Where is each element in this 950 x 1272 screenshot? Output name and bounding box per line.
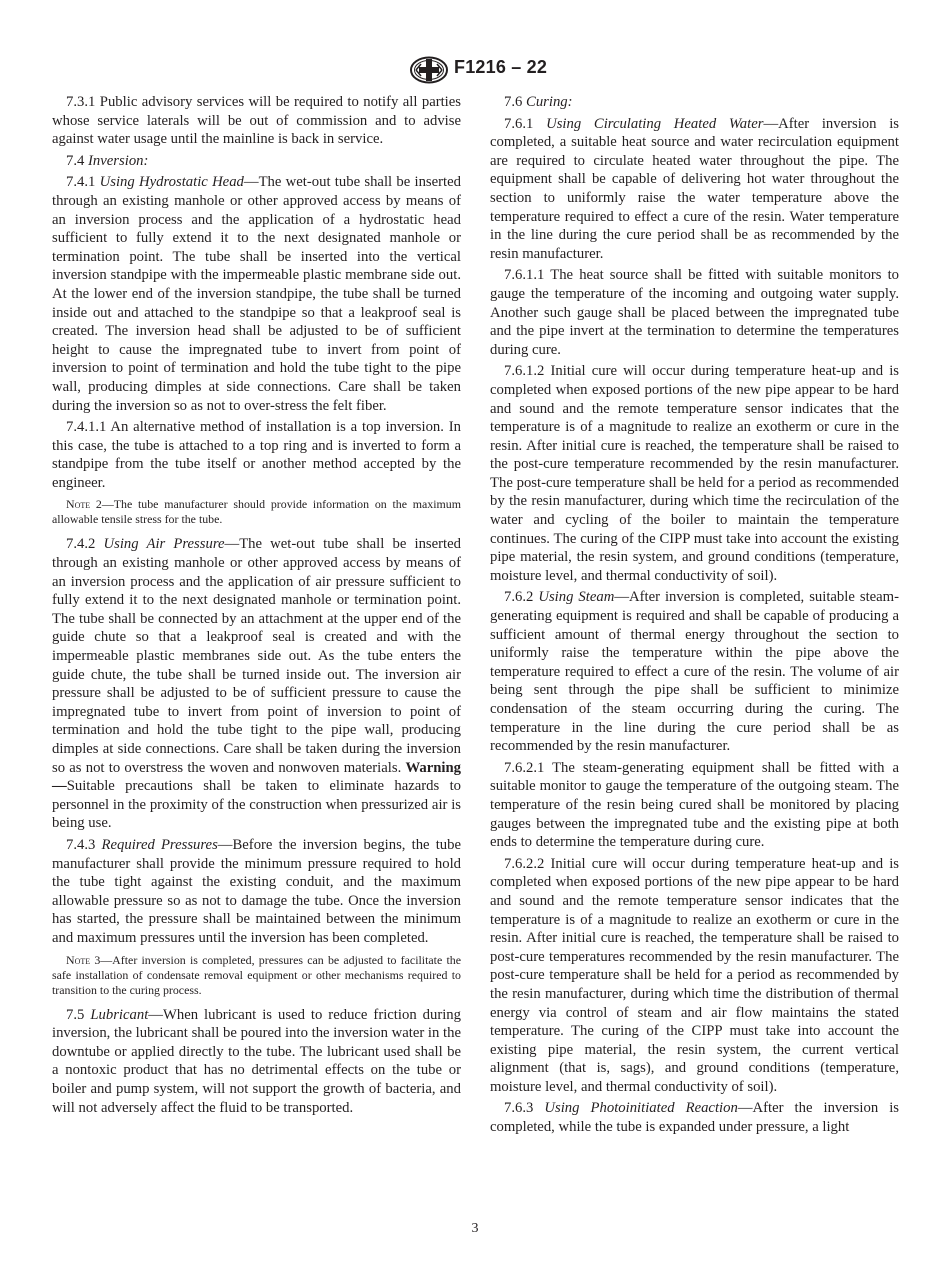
section-text: —Before the inversion begins, the tube manufacturer shall provide the minimum pressure required to hold the tube tight against the existing conduit, and the maximum allowable pressure so as not to damage the tube. Once the inversion has started, the pressure shall be maintained between the minimum and maximum pressures until the inversion has been completed.: [52, 836, 461, 946]
section-number: 7.4: [66, 152, 89, 169]
section-text: —The wet-out tube shall be inserted through an existing manhole or other approved access by means of an inversion process and the application of a hydrostatic head sufficient to fully extend it to the next designated manhole or termination point. The tube shall be inserted into the vertical inversion standpipe with the impermeable plastic membrane side out. At the lower end of the inversion standpipe, the tube shall be turned inside out and attached to the standpipe so that a leakproof seal is created. The inversion head shall be adjusted to be of sufficient height to cause the impregnated tube to invert from point of inversion to point of termination and hold the tube tight to the pipe wall, producing dimples at side connections. Care shall be taken during the inversion so as not to over-stress the felt fiber.: [52, 174, 461, 414]
right-column: [490, 93, 899, 1140]
section-number: 7.6.2: [504, 589, 539, 606]
section-number: 7.6.1: [504, 115, 547, 132]
section-text: —When lubricant is used to reduce friction during inversion, the lubricant shall be poured into the inversion water in the downtube or applied directly to the tube. The lubricant used shall be a nontoxic product that has no detrimental effects on the tube or boiler and pump system, will not support the growth of bacteria, and will not adversely affect the fluid to be transported.: [52, 1006, 461, 1116]
paragraph-7-4-1: [52, 173, 461, 415]
heading-7-6: [490, 93, 899, 112]
section-title: Required Pressures: [101, 836, 218, 853]
paragraph-7-6-1-1: 7.6.1.1 The heat source shall be fitted with suitable monitors to gauge the temperature of the incoming and outgoing water supply. Another such gauge shall be placed between the impregnated tube and the pipe invert at the termination to determine the temperatures during cure.: [490, 267, 899, 358]
section-title: Using Air Pressure: [103, 536, 225, 553]
paragraph-7-6-2-2: 7.6.2.2 Initial cure will occur during temperature heat-up and is completed when exposed portions of the new pipe appear to be hard and sound and the remote temperature sensor indicates that the temperature is of a magnitude to realize an exotherm or cure in the resin. After initial cure is reached, the temperature shall be raised to post-cure temperatures recommended by the resin manufacturer. The post-cure temperature shall be held for a period as recommended by the resin manufacturer, during which time the distribution of thermal energy via control of steam and air flow maintains the stated temperature. The curing of the CIPP must take into account the existing pipe material, the resin system, the current vertical alignment (that is, sags), and ground conditions (temperature, moisture level, and thermal conductivity of soil).: [490, 855, 899, 1095]
section-title: Using Hydrostatic Head: [99, 174, 244, 191]
note-3: [52, 953, 461, 998]
section-title: Curing:: [526, 94, 573, 110]
section-number: 7.4.2: [66, 536, 104, 553]
paragraph-7-4-2: [52, 535, 461, 833]
section-title: Using Steam: [538, 589, 615, 606]
paragraph-7-6-1: [490, 115, 899, 264]
section-number: 7.4.3: [66, 836, 102, 853]
section-title: Using Photoinitiated Reaction: [544, 1100, 738, 1117]
page-number: 3: [471, 1221, 479, 1236]
section-number: 7.5: [66, 1006, 91, 1023]
section-text: —After inversion is completed, a suitable heat source and water recirculation equipment are required to circulate heated water throughout the pipe. The equipment shall be capable of delivering hot water throughout the section to uniformly raise the water temperature above the temperature required to effect a cure of the resin. Water temperature in the line during the cure period shall be as recommended by the resin manufacturer.: [490, 115, 900, 262]
section-text: Suitable precautions shall be taken to eliminate hazards to personnel in the proximity of the construction when pressurized air is being use.: [52, 778, 461, 832]
note-text: 2—The tube manufacturer should provide information on the maximum allowable tensile stress for the tube.: [52, 497, 461, 527]
paragraph-7-6-3: [490, 1099, 899, 1136]
note-label: Note: [66, 497, 91, 512]
section-number: 7.4.1: [66, 174, 100, 191]
note-2: [52, 497, 461, 527]
paragraph-7-6-2-1: 7.6.2.1 The steam-generating equipment shall be fitted with a suitable monitor to gauge the temperature of the outgoing steam. The temperature of the resin being cured shall be monitored by placing gauges between the impregnated tube and the existing pipe at both ends to determine the temperature during cure.: [490, 759, 899, 851]
paragraph-7-5: [52, 1006, 461, 1118]
heading-7-4: [52, 152, 461, 171]
document-id: F1216 – 22: [454, 57, 548, 77]
paragraph-7-4-3: [52, 836, 461, 948]
left-column: [52, 93, 461, 1120]
section-text: —After inversion is completed, suitable steam-generating equipment is required and shall be capable of producing a sufficient amount of thermal energy throughout the section to uniformly raise the temperature within the pipe above the temperature required to effect a cure of the resin. The volume of air being sent through the pipe shall be sufficient to minimize condensation of the steam occurring during the curing. The temperature in the line during the cure period shall be as recommended by the resin manufacturer.: [490, 589, 899, 755]
section-text: —The wet-out tube shall be inserted through an existing manhole or other approved access by means of an inversion process and the application of air pressure sufficient to fully extend it to the next designated manhole or termination point. The tube shall be connected by an attachment at the upper end of the guide chute so that a leakproof seal is created and with the impermeable plastic membranes side out. As the tube enters the guide chute, the tube shall be turned inside out. The inversion air pressure shall be adjusted to be of sufficient pressure to cause the impregnated tube to invert from point of inversion to point of termination and hold the tube tight to the pipe wall, producing dimples at side connections. Care shall be taken during the inversion so as not to overstress the woven and nonwoven materials.: [52, 536, 461, 776]
note-label: Note: [66, 952, 91, 967]
astm-logo: [409, 56, 449, 84]
paragraph-7-6-1-2: 7.6.1.2 Initial cure will occur during temperature heat-up and is completed when exposed portions of the new pipe appear to be hard and sound and the remote temperature sensor indicates that the temperature is of a magnitude to realize an exotherm or cure in the resin. After initial cure is reached, the temperature shall be raised to the post-cure temperature recommended by the resin manufacturer. The post-cure temperature shall be held for a period as recommended by the resin manufacturer, during which time the recirculation of the water and cycling of the boiler to maintain the temperature continues. The curing of the CIPP must take into account the existing pipe material, the resin system, and ground conditions (temperature, moisture level, and thermal conductivity of soil).: [490, 363, 899, 584]
paragraph-7-3-1: 7.3.1 Public advisory services will be required to notify all parties whose service laterals will be out of commission and to advise against water usage until the mainline is back in service.: [52, 94, 461, 148]
note-text: 3—After inversion is completed, pressures can be adjusted to facilitate the safe installation of condensate removal equipment or other mechanisms required to transition to the curing process.: [52, 952, 461, 997]
paragraph-7-4-1-1: 7.4.1.1 An alternative method of installation is a top inversion. In this case, the tube is attached to a top ring and is inverted to form a standpipe from the tube itself or another method accepted by the engineer.: [52, 419, 461, 491]
section-text: —After the inversion is completed, while the tube is expanded under pressure, a light: [490, 1100, 899, 1136]
paragraph-7-6-2: [490, 588, 899, 755]
section-number: 7.6: [504, 94, 527, 110]
section-title: Lubricant: [90, 1006, 149, 1023]
page-header: [0, 56, 950, 86]
section-number: 7.6.3: [504, 1100, 545, 1117]
warning-label: Warning—: [52, 759, 461, 795]
section-title: Using Circulating Heated Water: [546, 115, 764, 132]
section-title: Inversion:: [88, 152, 149, 169]
